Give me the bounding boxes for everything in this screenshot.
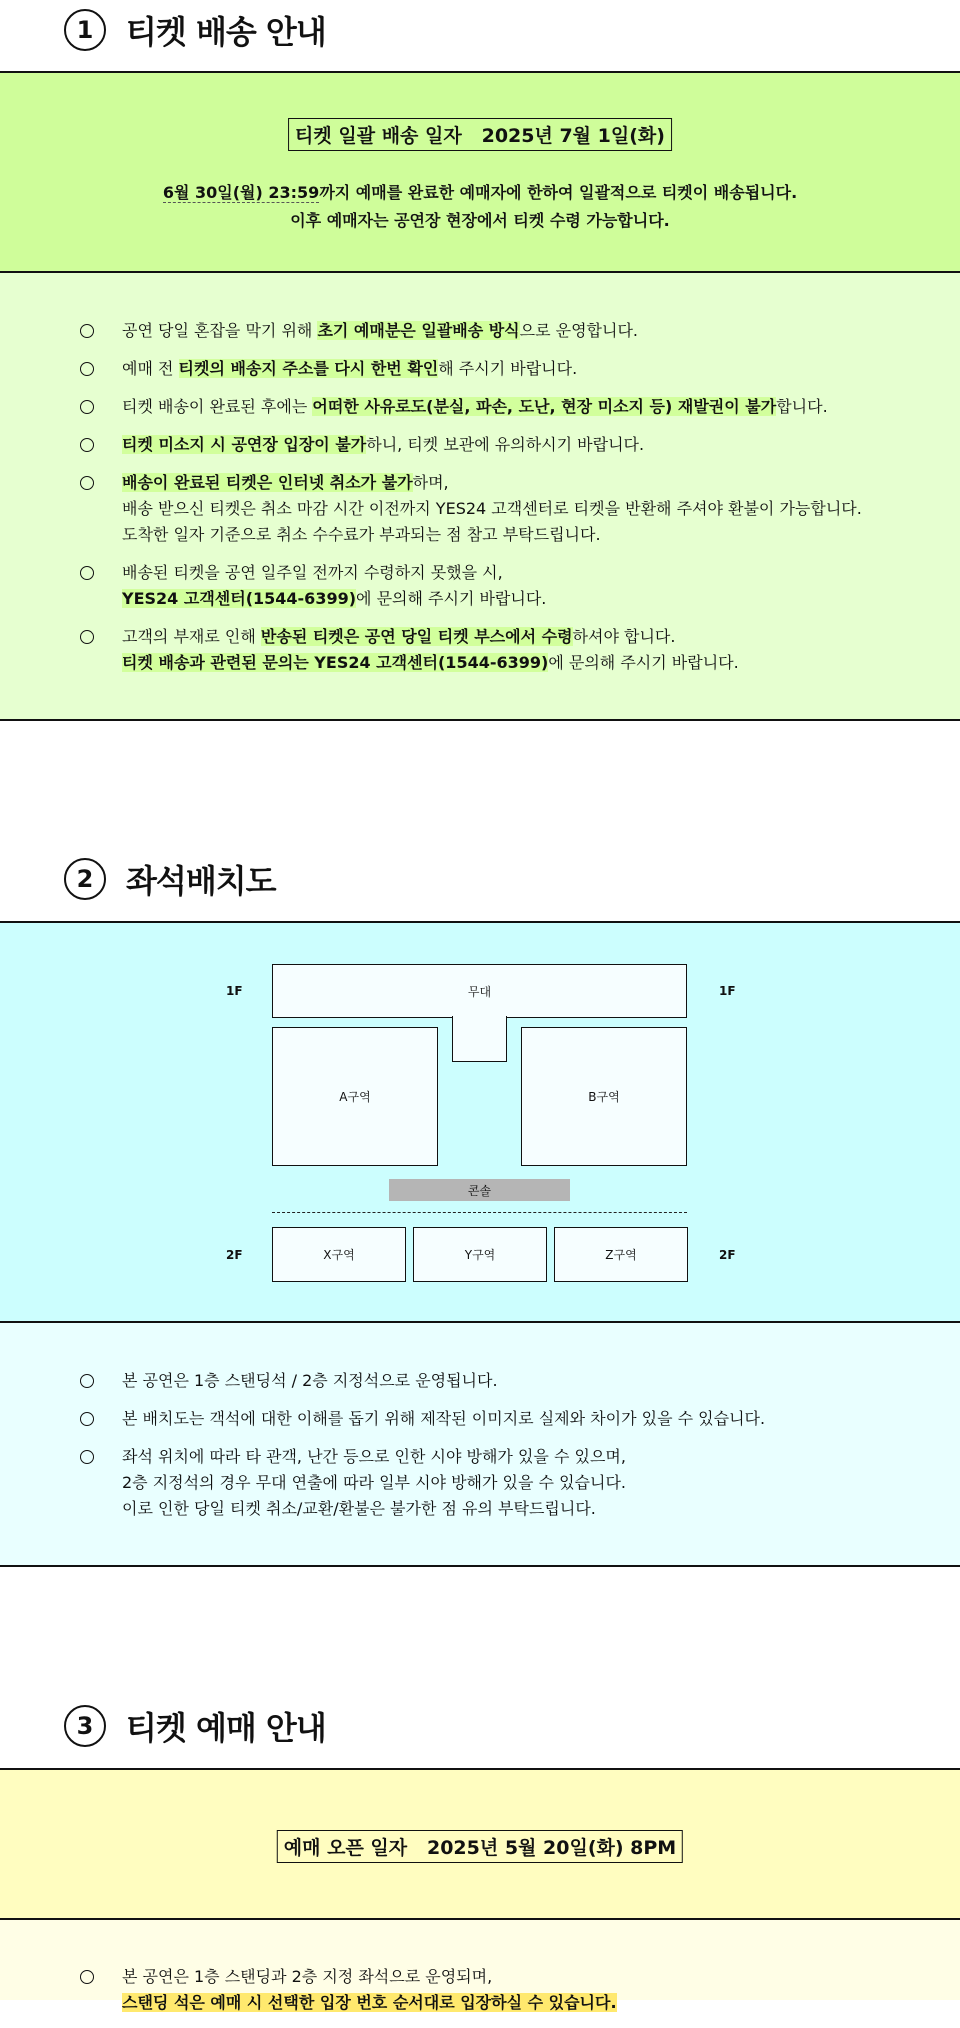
zone-y <box>413 1227 547 1282</box>
section3-date-band <box>0 1768 960 1919</box>
note-text: 배송된 티켓을 공연 일주일 전까지 수령하지 못했을 시, <box>122 563 503 582</box>
note-highlight: 스탠딩 석은 예매 시 선택한 입장 번호 순서대로 입장하실 수 있습니다. <box>122 1993 617 2012</box>
circle-bullet-icon <box>80 362 94 376</box>
console <box>389 1179 570 1201</box>
zone-a <box>272 1027 438 1166</box>
note-highlight: 초기 예매분은 일괄배송 방식 <box>317 321 520 340</box>
stage-label: 무대 <box>467 984 492 999</box>
section1-number: 1 <box>64 9 106 51</box>
circle-bullet-icon <box>80 438 94 452</box>
booking-open-box <box>277 1830 683 1863</box>
section2-notes-band <box>0 1321 960 1567</box>
console-label: 콘솔 <box>467 1183 492 1198</box>
zone-x-label: X구역 <box>323 1248 355 1262</box>
note-text: 으로 운영합니다. <box>519 321 639 340</box>
note-text: 고객의 부재로 인해 <box>122 627 261 646</box>
section2-heading: 좌석배치도 <box>126 862 276 900</box>
note-text: 좌석 위치에 따라 타 관객, 난간 등으로 인한 시야 방해가 있을 수 있으며, <box>122 1447 626 1466</box>
booking-open-value: 2025년 5월 20일(화) 8PM <box>426 1837 677 1859</box>
note-text: 본 배치도는 객석에 대한 이해를 돕기 위해 제작된 이미지로 실제와 차이가 있을 수 있습니다. <box>122 1409 766 1428</box>
zone-z-label: Z구역 <box>605 1248 637 1262</box>
note-text: 공연 당일 혼잡을 막기 위해 <box>122 321 318 340</box>
delivery-intro-line2: 이후 예매자는 공연장 현장에서 티켓 수령 가능합니다. <box>290 211 670 230</box>
list-item <box>78 432 940 458</box>
section1-date-band <box>0 71 960 272</box>
list-item <box>78 1406 940 1432</box>
note-text: 에 문의해 주시기 바랍니다. <box>356 589 547 608</box>
circle-bullet-icon <box>80 1970 94 1984</box>
note-highlight: 티켓 배송과 관련된 문의는 YES24 고객센터(1544-6399) <box>122 653 549 672</box>
list-item <box>78 470 940 548</box>
zone-x <box>272 1227 406 1282</box>
zone-b-label: B구역 <box>588 1090 620 1104</box>
note-text: 하셔야 합니다. <box>572 627 676 646</box>
list-item <box>78 318 940 344</box>
circle-bullet-icon <box>80 566 94 580</box>
section2-title <box>64 856 276 902</box>
section1-notes-band <box>0 271 960 721</box>
circle-bullet-icon <box>80 1374 94 1388</box>
note-highlight: 반송된 티켓은 공연 당일 티켓 부스에서 수령 <box>260 627 573 646</box>
delivery-date-value: 2025년 7월 1일(화) <box>481 125 665 147</box>
section2-number: 2 <box>64 858 106 900</box>
note-text: 도착한 일자 기준으로 취소 수수료가 부과되는 점 참고 부탁드립니다. <box>122 525 601 544</box>
note-text: 2층 지정석의 경우 무대 연출에 따라 일부 시야 방해가 있을 수 있습니다. <box>122 1473 626 1492</box>
section1-title <box>64 7 326 53</box>
note-text: 하며, <box>412 473 449 492</box>
note-text: 해 주시기 바랍니다. <box>438 359 578 378</box>
floor-divider <box>272 1212 687 1213</box>
section3-notes <box>78 1964 940 2028</box>
list-item <box>78 356 940 382</box>
zone-b <box>521 1027 687 1166</box>
circle-bullet-icon <box>80 1412 94 1426</box>
note-text: 에 문의해 주시기 바랍니다. <box>548 653 739 672</box>
note-highlight: 어떠한 사유로도(분실, 파손, 도난, 현장 미소지 등) 재발권이 불가 <box>312 397 777 416</box>
floor-label-1f-right: 1F <box>719 984 736 998</box>
circle-bullet-icon <box>80 400 94 414</box>
circle-bullet-icon <box>80 630 94 644</box>
note-text: 본 공연은 1층 스탠딩석 / 2층 지정석으로 운영됩니다. <box>122 1371 498 1390</box>
section3-title <box>64 1703 326 1749</box>
list-item <box>78 624 940 676</box>
floor-label-2f-left: 2F <box>226 1248 243 1262</box>
delivery-date-label: 티켓 일괄 배송 일자 <box>295 125 462 147</box>
note-text: 합니다. <box>776 397 828 416</box>
note-text: 이로 인한 당일 티켓 취소/교환/환불은 불가한 점 유의 부탁드립니다. <box>122 1499 596 1518</box>
section2-notes <box>78 1368 940 1534</box>
section3-notes-band <box>0 1918 960 2012</box>
note-text: 예매 전 <box>122 359 179 378</box>
note-highlight: 배송이 완료된 티켓은 인터넷 취소가 불가 <box>122 473 413 492</box>
seat-map-band <box>0 921 960 1322</box>
note-text: 티켓 배송이 완료된 후에는 <box>122 397 313 416</box>
section3-heading: 티켓 예매 안내 <box>126 1709 326 1747</box>
stage-runway <box>452 1016 507 1062</box>
section1-heading: 티켓 배송 안내 <box>126 13 326 51</box>
circle-bullet-icon <box>80 324 94 338</box>
floor-label-2f-right: 2F <box>719 1248 736 1262</box>
list-item <box>78 560 940 612</box>
zone-a-label: A구역 <box>339 1090 371 1104</box>
stage <box>272 964 687 1018</box>
list-item <box>78 1368 940 1394</box>
delivery-intro-rest: 까지 예매를 완료한 예매자에 한하여 일괄적으로 티켓이 배송됩니다. <box>319 183 798 202</box>
zone-z <box>554 1227 688 1282</box>
circle-bullet-icon <box>80 476 94 490</box>
note-highlight: YES24 고객센터(1544-6399) <box>122 589 357 608</box>
section3-number: 3 <box>64 1705 106 1747</box>
circle-bullet-icon <box>80 1450 94 1464</box>
floor-label-1f-left: 1F <box>226 984 243 998</box>
deadline-highlight: 6월 30일(월) 23:59 <box>162 183 320 202</box>
delivery-date-box <box>288 118 672 151</box>
note-highlight: 티켓 미소지 시 공연장 입장이 불가 <box>122 435 367 454</box>
list-item <box>78 1444 940 1522</box>
note-text: 하니, 티켓 보관에 유의하시기 바랍니다. <box>366 435 645 454</box>
list-item <box>78 394 940 420</box>
booking-open-label: 예매 오픈 일자 <box>283 1837 408 1859</box>
note-highlight: 티켓의 배송지 주소를 다시 한번 확인 <box>178 359 439 378</box>
note-text: 본 공연은 1층 스탠딩과 2층 지정 좌석으로 운영되며, <box>122 1967 493 1986</box>
zone-y-label: Y구역 <box>464 1248 496 1262</box>
note-text: 배송 받으신 티켓은 취소 마감 시간 이전까지 YES24 고객센터로 티켓을 반환해 주셔야 환불이 가능합니다. <box>122 499 862 518</box>
delivery-intro-line1 <box>0 180 960 203</box>
list-item <box>78 1964 940 2016</box>
section1-notes <box>78 318 940 688</box>
